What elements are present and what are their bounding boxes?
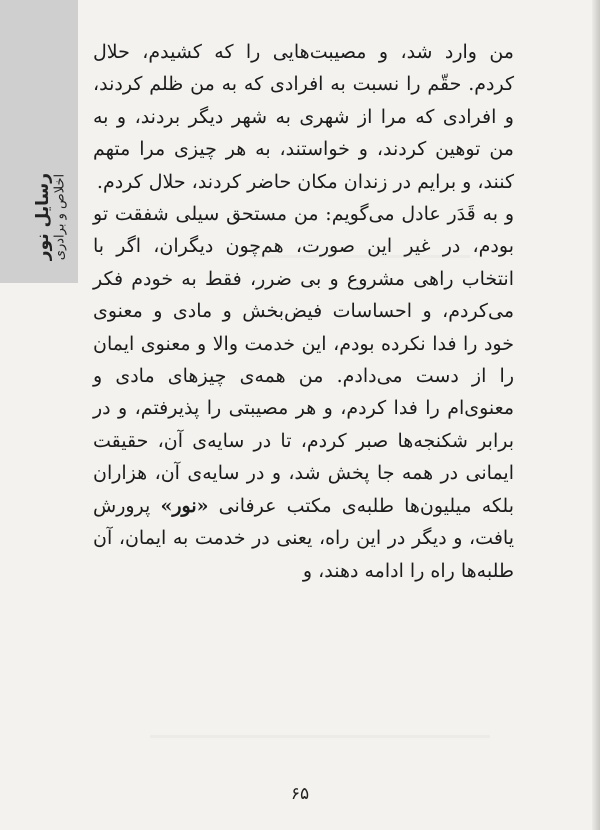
paragraph-1: من وارد شد، و مصیبت‌هایی را که کشیدم، حلال کردم. حقّم را نسبت به افرادی که به من ظلم کردند، و افرادی که مرا از شهری به شهر دیگر بردند، و به من توهین کردند، و خواستند، به هر چیزی مرا متهم کنند، و برایم در زندان مکان حاضر کردند، حلال کردم. [93, 41, 514, 193]
paragraph-2-start: و به قَدَر عادل می‌گویم: من مستحق سیلی شفقت تو بودم، در غیر این صورت، هم‌چون دیگران، اگر با انتخاب راهی مشروع و بی ضرر، فقط به خودم فکر می‌کردم، و احساسات فیض‌بخش و مادی و معنوی خود را فدا نکرده بودم، این خدمت والا و معنوی ایمان را از دست می‌دادم. من همه‌ی چیزهای مادی و معنوی‌ام را فدا کردم، و هر مصیبتی را پذیرفتم، و در برابر شکنجه‌ها صبر کردم، تا در سایه‌ی آن، حقیقت ایمانی در همه جا پخش شد، و در سایه‌ی آن، هزاران بلکه میلیون‌ها طلبه‌ی مکتب عرفانی [93, 203, 514, 517]
page-edge [592, 0, 600, 830]
running-header [34, 173, 68, 260]
bleed-through-mark [150, 735, 490, 738]
book-subtitle: اخلاص و برادری [52, 173, 68, 260]
bleed-through-mark [250, 255, 470, 258]
paragraph-2-end: پرورش یافت، و دیگر در این راه، یعنی در خدمت به ایمان، آن طلبه‌ها راه را ادامه دهند، و [93, 494, 514, 582]
body-text [93, 36, 514, 587]
side-tab [0, 0, 78, 283]
nur-word: «نور» [160, 494, 209, 517]
book-title: رسایل نور [33, 173, 53, 261]
page-number: ۶۵ [290, 784, 310, 804]
